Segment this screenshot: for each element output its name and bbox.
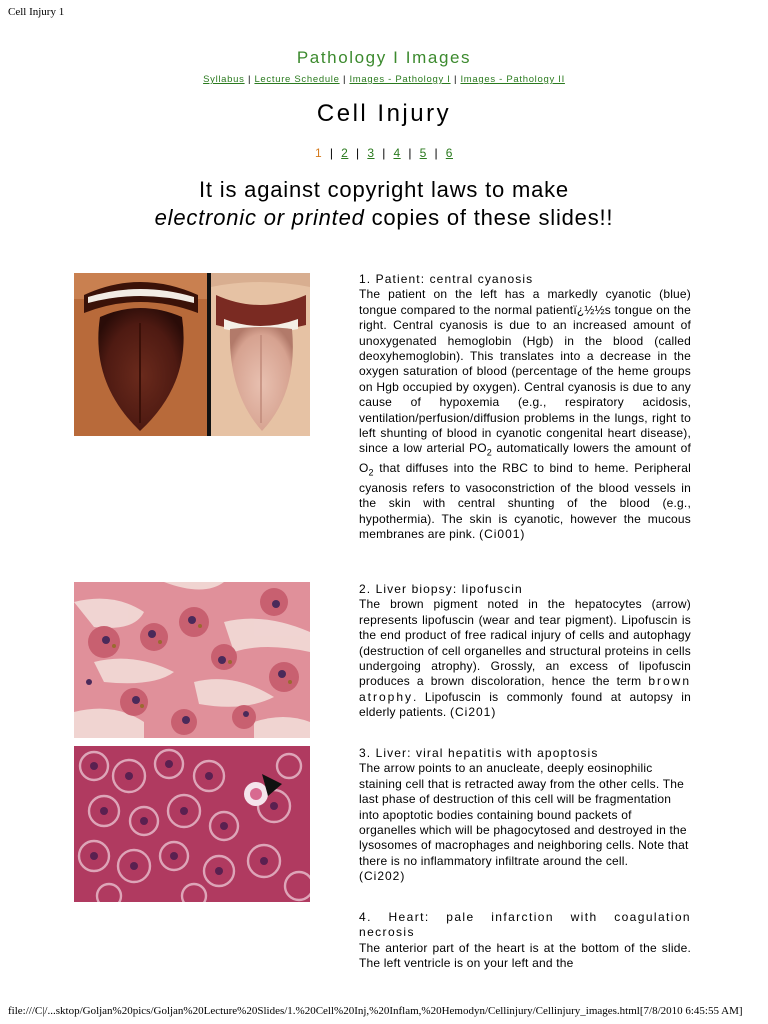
pager-current: 1 — [315, 146, 323, 160]
entry-text: automatically lowers the amount of O — [359, 441, 691, 476]
warning-emphasis: electronic or printed — [154, 205, 365, 230]
pager-separator: | — [382, 146, 386, 160]
entry-1 — [359, 272, 691, 543]
pager-separator: | — [408, 146, 412, 160]
page-title: Cell Injury — [316, 100, 452, 127]
entry-2 — [359, 582, 691, 721]
nav-syllabus-link[interactable]: Syllabus — [203, 74, 245, 85]
copyright-warning — [0, 176, 768, 232]
subscript: 2 — [486, 447, 492, 458]
nav-images2-link[interactable]: Images - Pathology II — [460, 74, 565, 85]
slide-image-apoptosis[interactable] — [74, 746, 310, 902]
entry-heading: 2. Liver biopsy: lipofuscin — [359, 582, 523, 596]
nav-separator: | — [247, 74, 252, 85]
site-title: Pathology I Images — [296, 48, 472, 67]
entry-text: The arrow points to an anucleate, deeply eosinophilic staining cell that is retracted away from the other cells. The last phase of destruction of this cell will be fragmentation into apoptotic bodies containing bound packets of organelles which will be phagocytosed and destroyed in the lysosomes of macrophages and neighboring cells. Note that there is no inflammatory infiltrate around the cell. — [359, 761, 689, 868]
entry-body — [359, 287, 691, 542]
warning-line-2: copies of these slides!! — [364, 205, 614, 230]
subscript: 2 — [368, 467, 374, 478]
entry-text: . Lipofuscin is commonly found at autopsy in elderly patients. — [359, 689, 691, 720]
slide-code: (Ci001) — [479, 527, 526, 542]
entry-text: The patient on the left has a markedly cyanotic (blue) tongue compared to the normal patientï¿½½s tongue on the right. Central cyanosis is due to an increased amount of unoxygenated hemoglobin (Hgb) in the blood (called deoxyhemoglobin). This translates into a decrease in the oxygen saturation of blood (percentage of the heme groups on Hgb occupied by oxygen). Central cyanosis is due to any cause of hypoxemia (e.g., respiratory acidosis, ventilation/perfusion/diffusion problems in the lungs, right to left shunting of blood in cyanotic congenital heart disease), since a low arterial PO — [359, 287, 691, 456]
entry-term: brown atrophy — [359, 674, 691, 704]
print-footer: file:///C|/...sktop/Goljan%20pics/Goljan%20Lecture%20Slides/1.%20Cell%20Inj,%20Inflam,%20Hemodyn/Cellinjury/Cellinjury_images.html[7/8/2010 6:45:55 AM] — [8, 1005, 743, 1017]
pager-link-3[interactable]: 3 — [367, 146, 375, 160]
entry-text: that diffuses into the RBC to bind to heme. Peripheral cyanosis refers to vasoconstriction of the blood vessels in the skin with central shunting of the blood (e.g., hypothermia). The skin is cyanotic, however the mucous membranes are pink. — [359, 461, 691, 542]
entry-body — [359, 761, 691, 884]
pager-separator: | — [356, 146, 360, 160]
entry-body — [359, 597, 691, 720]
nav-separator: | — [342, 74, 347, 85]
slide-image-cyanosis[interactable] — [74, 273, 310, 436]
entry-body: The anterior part of the heart is at the bottom of the slide. The left ventricle is on your left and the — [359, 940, 691, 971]
pager-link-5[interactable]: 5 — [419, 146, 427, 160]
nav-schedule-link[interactable]: Lecture Schedule — [254, 74, 340, 85]
entry-3 — [359, 746, 691, 885]
slide-image-lipofuscin[interactable] — [74, 582, 310, 738]
pager — [0, 146, 768, 160]
pager-separator: | — [329, 146, 334, 160]
warning-line-1: It is against copyright laws to make — [199, 177, 569, 202]
nav-separator: | — [453, 74, 458, 85]
entry-4 — [359, 910, 691, 972]
nav-images1-link[interactable]: Images - Pathology I — [349, 74, 451, 85]
entry-text: The brown pigment noted in the hepatocytes (arrow) represents lipofuscin (wear and tear pigment). Lipofuscin is the end product of free radical injury of cells and autophagy (destruction of cell organelles and structural proteins in cells undergoing atrophy). Grossly, an excess of lipofuscin produces a brown discoloration, hence the term — [359, 597, 691, 689]
slide-code: (Ci202) — [359, 869, 406, 884]
print-header: Cell Injury 1 — [8, 6, 65, 18]
nav-links — [0, 74, 768, 85]
pager-link-6[interactable]: 6 — [445, 146, 453, 160]
pager-link-2[interactable]: 2 — [341, 146, 349, 160]
pager-link-4[interactable]: 4 — [393, 146, 401, 160]
slide-code: (Ci201) — [450, 705, 497, 720]
pager-separator: | — [434, 146, 439, 160]
entry-heading: 1. Patient: central cyanosis — [359, 272, 534, 286]
entry-heading: 3. Liver: viral hepatitis with apoptosis — [359, 746, 599, 760]
entry-heading: 4. Heart: pale infarction with coagulation necrosis — [359, 910, 691, 940]
